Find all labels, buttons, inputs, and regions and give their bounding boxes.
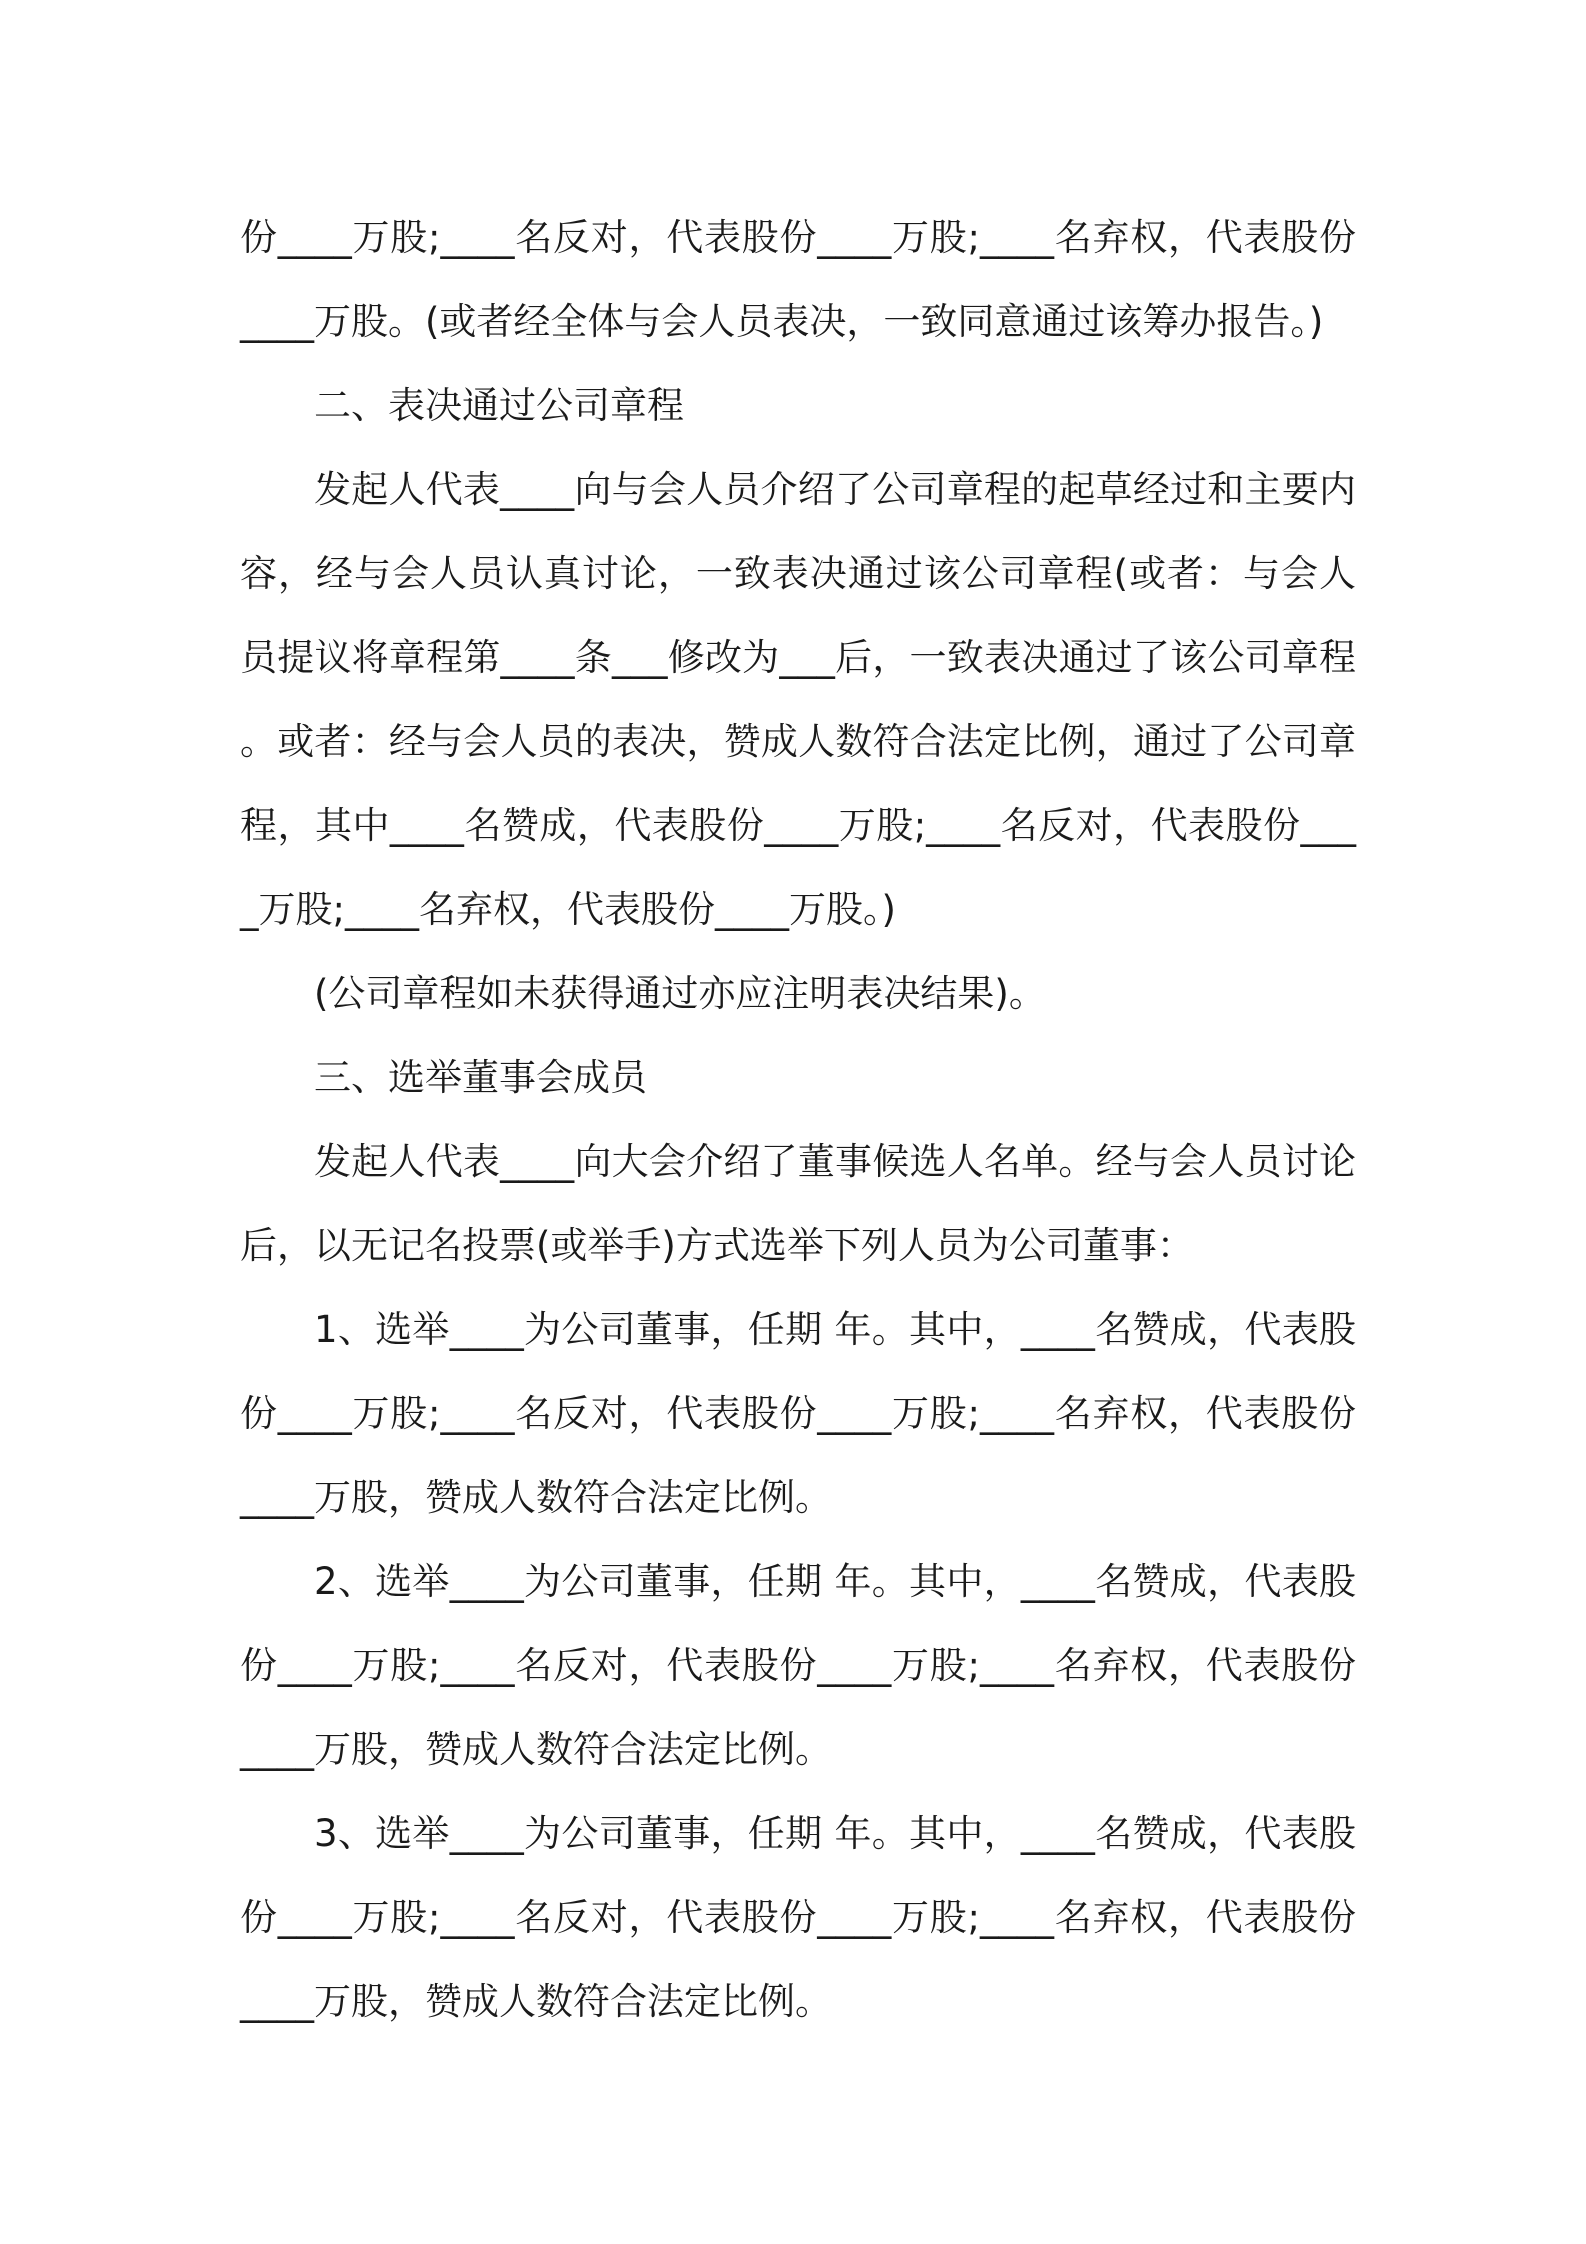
list-item-director-1: 1、选举____为公司董事，任期 年。其中，____名赞成，代表股份____万股;____名反对，代表股份____万股;____名弃权，代表股份____万股，赞成人数符合法定比例。 (240, 1308, 1356, 1519)
section-heading-charter-vote: 二、表决通过公司章程 (314, 384, 684, 427)
list-item-director-2: 2、选举____为公司董事，任期 年。其中，____名赞成，代表股份____万股;____名反对，代表股份____万股;____名弃权，代表股份____万股，赞成人数符合法定比例。 (240, 1560, 1356, 1771)
document-body (240, 196, 1356, 2044)
paragraph-charter-note: (公司章程如未获得通过亦应注明表决结果)。 (314, 972, 1046, 1015)
paragraph-continuation: 份____万股;____名反对，代表股份____万股;____名弃权，代表股份____万股。(或者经全体与会人员表决，一致同意通过该筹办报告。) (240, 216, 1356, 343)
paragraph-charter-discussion: 发起人代表____向与会人员介绍了公司章程的起草经过和主要内容，经与会人员认真讨论，一致表决通过该公司章程(或者：与会人员提议将章程第____条___修改为___后，一致表决通过了该公司章程。或者：经与会人员的表决，赞成人数符合法定比例，通过了公司章程，其中____名赞成，代表股份____万股;____名反对，代表股份____万股;____名弃权，代表股份____万股。) (240, 468, 1356, 931)
list-item-director-3: 3、选举____为公司董事，任期 年。其中，____名赞成，代表股份____万股;____名反对，代表股份____万股;____名弃权，代表股份____万股，赞成人数符合法定比例。 (240, 1812, 1356, 2023)
paragraph-board-candidates: 发起人代表____向大会介绍了董事候选人名单。经与会人员讨论后，以无记名投票(或举手)方式选举下列人员为公司董事： (240, 1140, 1356, 1267)
section-heading-board-election: 三、选举董事会成员 (314, 1056, 647, 1099)
